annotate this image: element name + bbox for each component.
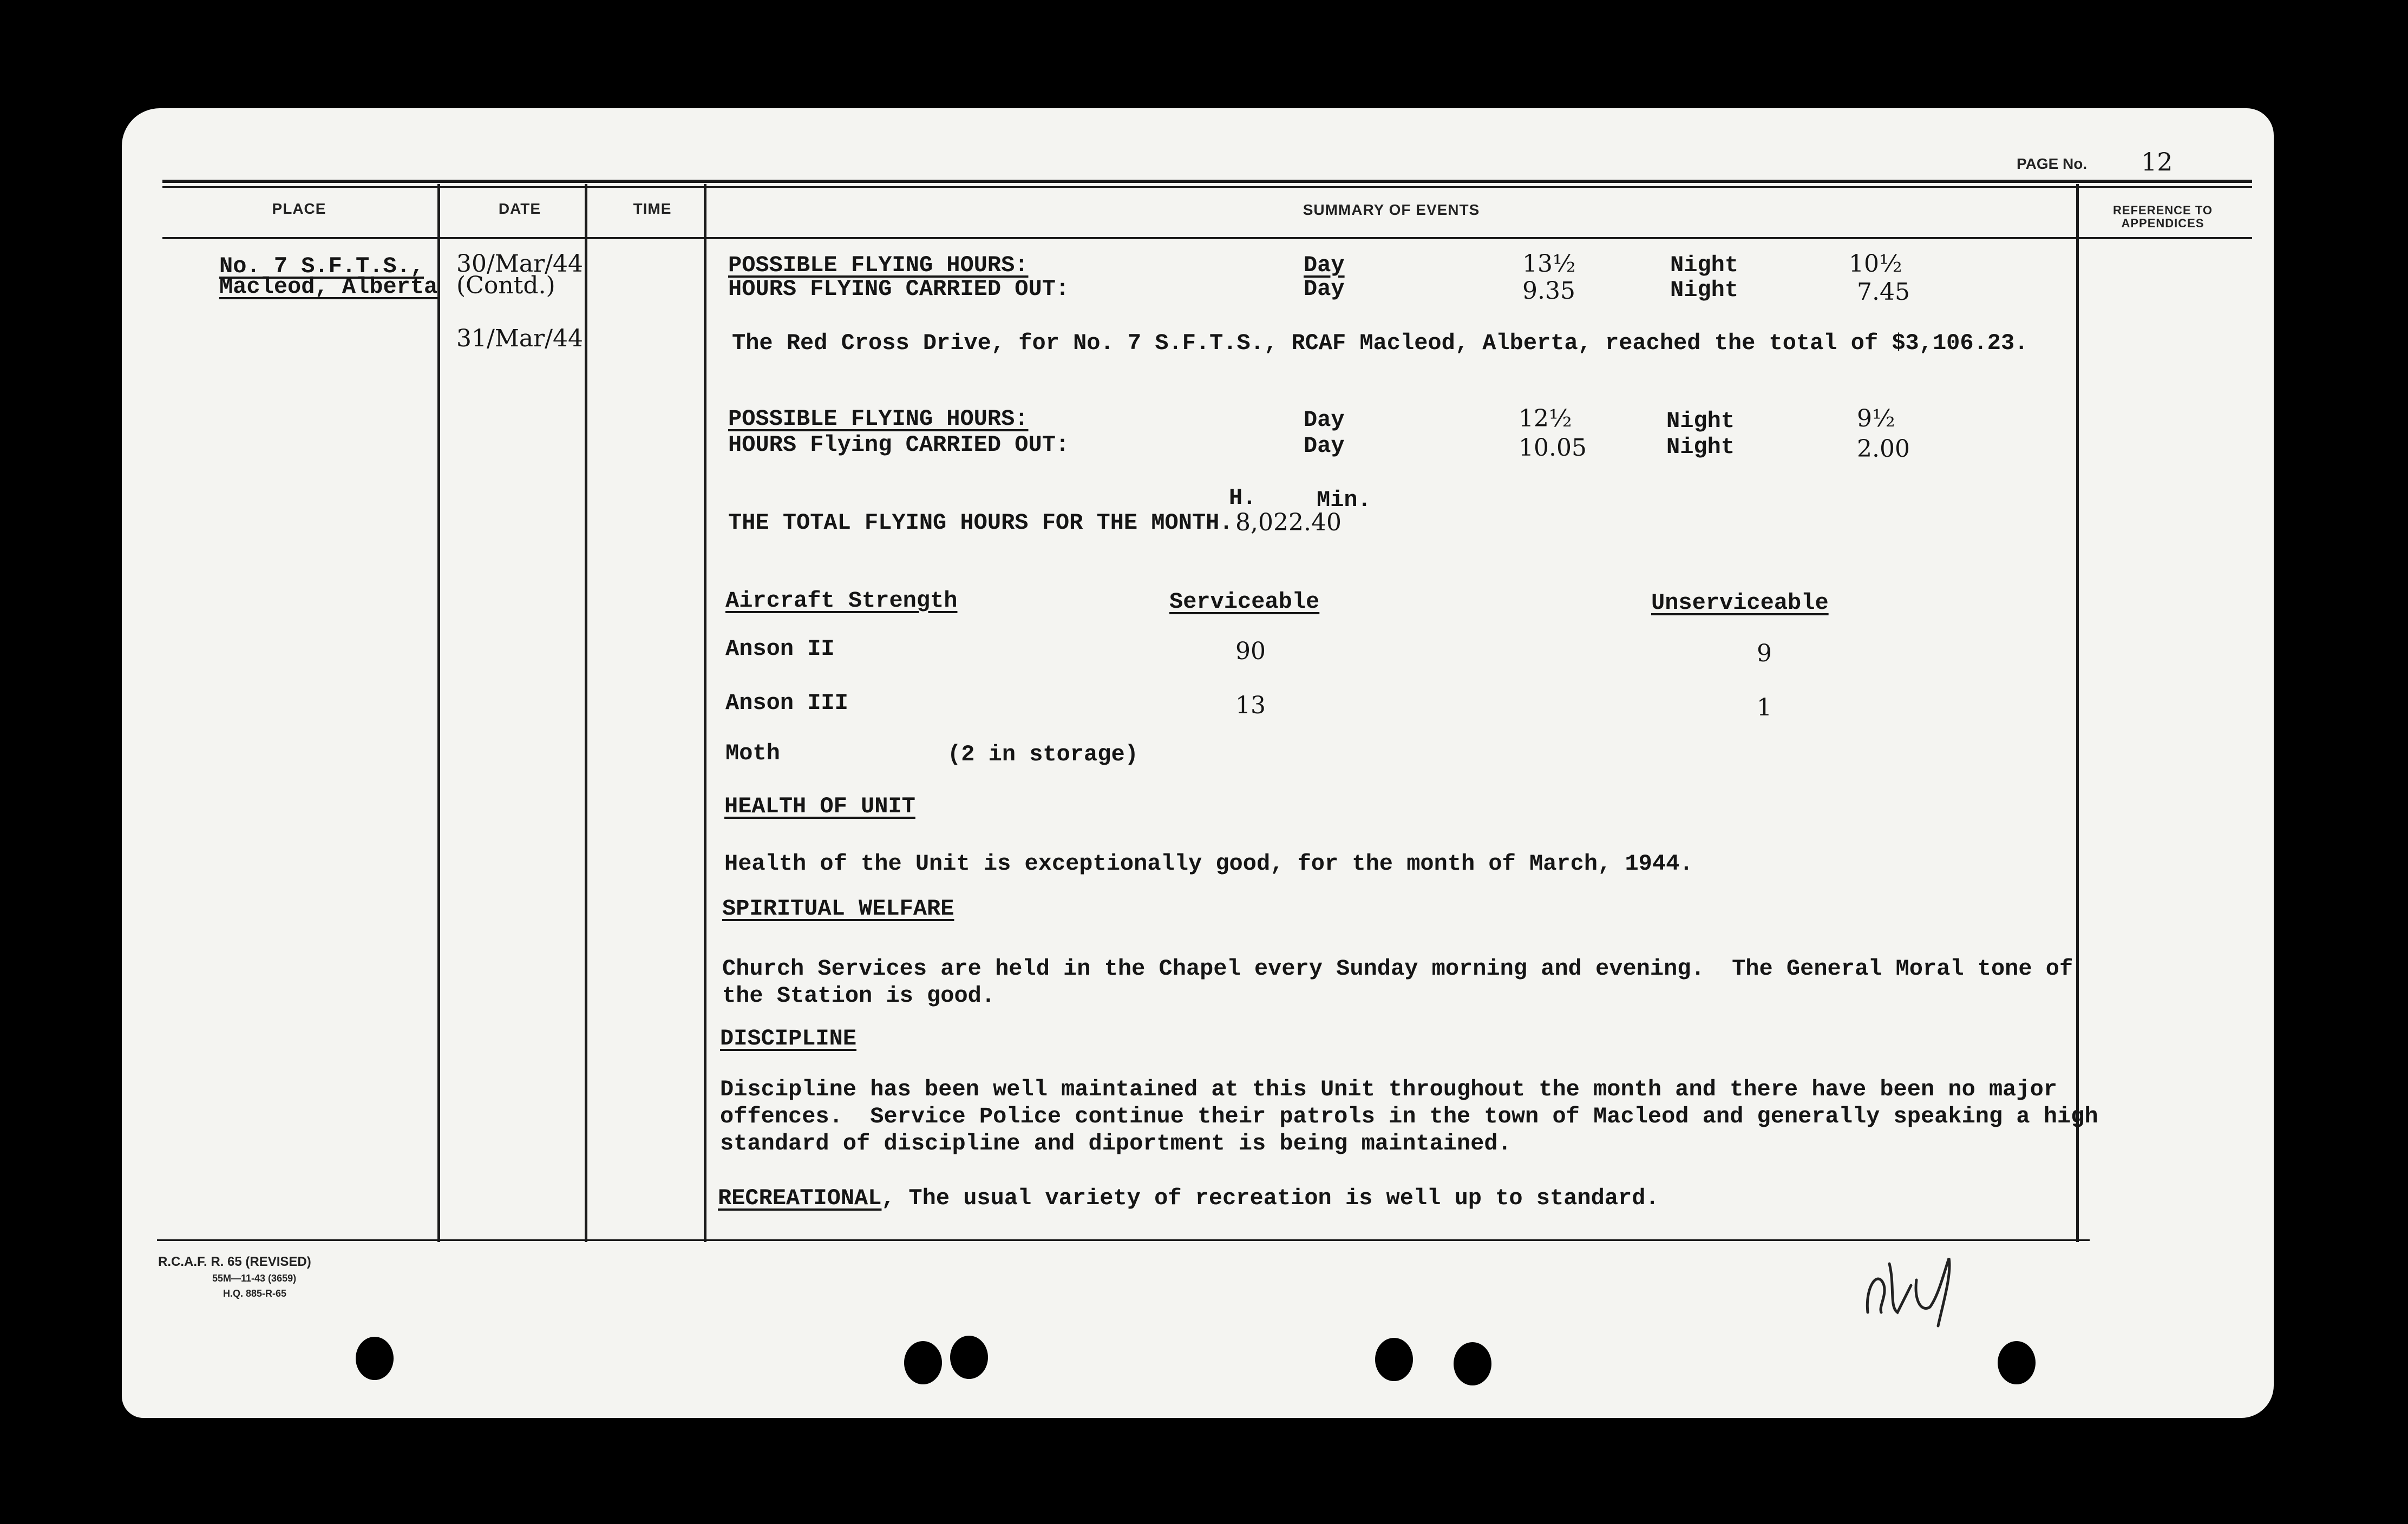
- possible-day-label-31: Day: [1304, 407, 1345, 433]
- form-number: R.C.A.F. R. 65 (REVISED): [158, 1254, 311, 1269]
- punch-hole: [1375, 1338, 1413, 1381]
- aircraft-row-name: Anson III: [725, 690, 848, 716]
- hours-carried-out-label: HOURS FLYING CARRIED OUT:: [728, 276, 1070, 302]
- top-rule-2: [162, 186, 2252, 188]
- form-file-reference: H.Q. 885-R-65: [223, 1288, 287, 1299]
- discipline-text: Discipline has been well maintained at this Unit throughout the month and there have been no major offences. Service Police continue their patrols in the town of Macleod and generally speaking a high standard of discipline and diportment is being maintained.: [720, 1076, 2098, 1157]
- column-header-summary: SUMMARY OF EVENTS: [1303, 201, 1480, 218]
- column-rule-place: [437, 184, 440, 1242]
- page-number: 12: [2141, 147, 2173, 176]
- punch-hole: [356, 1337, 394, 1380]
- spiritual-heading: SPIRITUAL WELFARE: [722, 896, 954, 922]
- possible-day-value-31: 12½: [1519, 405, 1572, 432]
- spiritual-text: Church Services are held in the Chapel every Sunday morning and evening. The General Moral tone of the Station is good.: [722, 956, 2073, 1009]
- possible-night-label-31: Night: [1666, 408, 1735, 434]
- punch-hole: [1998, 1341, 2036, 1384]
- total-hours-min-label: Min.: [1317, 487, 1371, 513]
- total-flying-hours-label: THE TOTAL FLYING HOURS FOR THE MONTH.: [728, 510, 1233, 536]
- hours-carried-out-label-31: HOURS Flying CARRIED OUT:: [728, 432, 1070, 458]
- punch-hole: [904, 1341, 942, 1384]
- date-30-mar: 30/Mar/44: [456, 250, 583, 278]
- possible-flying-hours-label: POSSIBLE FLYING HOURS:: [728, 252, 1029, 278]
- unserviceable-heading: Unserviceable: [1651, 590, 1829, 616]
- aircraft-row-name: Anson II: [725, 636, 835, 662]
- punch-hole: [950, 1336, 988, 1379]
- carried-night-label: Night: [1670, 277, 1739, 303]
- possible-night-value-31: 9½: [1857, 405, 1895, 432]
- header-bottom-rule: [162, 237, 2252, 239]
- carried-night-value-31: 2.00: [1857, 435, 1910, 463]
- possible-night-value: 10½: [1849, 250, 1902, 278]
- record-card: [122, 108, 2274, 1418]
- recreational-heading: RECREATIONAL: [718, 1185, 882, 1211]
- aircraft-row-serviceable: 13: [1235, 692, 1266, 719]
- recreational-text: , The usual variety of recreation is well up to standard.: [881, 1185, 1659, 1211]
- carried-night-label-31: Night: [1666, 434, 1735, 460]
- aircraft-row-unserviceable: 9: [1757, 640, 1772, 667]
- form-print-code: 55M—11-43 (3659): [212, 1273, 297, 1284]
- serviceable-heading: Serviceable: [1169, 589, 1320, 615]
- red-cross-entry: The Red Cross Drive, for No. 7 S.F.T.S., RCAF Macleod, Alberta, reached the total of $3,106.23.: [732, 330, 2029, 356]
- health-heading: HEALTH OF UNIT: [724, 793, 915, 819]
- health-text: Health of the Unit is exceptionally good, for the month of March, 1944.: [724, 851, 1693, 877]
- place-line-1: No. 7 S.F.T.S.,: [219, 253, 424, 279]
- bottom-rule: [157, 1239, 2090, 1241]
- top-rule: [162, 180, 2252, 183]
- carried-day-label-31: Day: [1304, 433, 1345, 459]
- discipline-heading: DISCIPLINE: [720, 1026, 857, 1052]
- column-rule-date: [585, 184, 587, 1242]
- column-header-place: PLACE: [272, 200, 326, 217]
- place-line-2: Macleod, Alberta: [219, 274, 438, 300]
- possible-night-label: Night: [1670, 252, 1739, 278]
- punch-hole: [1454, 1342, 1491, 1385]
- aircraft-row-serviceable: 90: [1235, 638, 1266, 665]
- aircraft-row-note: (2 in storage): [947, 741, 1138, 767]
- carried-day-value-31: 10.05: [1519, 434, 1587, 462]
- date-31-mar: 31/Mar/44: [456, 325, 583, 352]
- page-number-label: PAGE No.: [2017, 155, 2088, 172]
- possible-day-label: Day: [1304, 252, 1345, 278]
- date-contd: (Contd.): [456, 272, 555, 299]
- carried-day-label: Day: [1304, 276, 1345, 302]
- aircraft-row-unserviceable: 1: [1757, 694, 1772, 721]
- column-header-date: DATE: [498, 200, 541, 217]
- possible-flying-hours-label-31: POSSIBLE FLYING HOURS:: [728, 406, 1029, 432]
- total-hours-h-label: H.: [1229, 485, 1257, 511]
- column-header-reference-1: REFERENCE TO: [2113, 203, 2213, 217]
- carried-night-value: 7.45: [1857, 278, 1910, 306]
- possible-day-value: 13½: [1522, 250, 1576, 278]
- aircraft-row-name: Moth: [725, 740, 780, 766]
- carried-day-value: 9.35: [1522, 277, 1575, 305]
- aircraft-strength-heading: Aircraft Strength: [725, 588, 958, 614]
- column-header-reference-2: APPENDICES: [2121, 216, 2204, 230]
- signature-initials: [1857, 1226, 1981, 1329]
- column-header-time: TIME: [633, 200, 672, 217]
- total-flying-hours-value: 8,022.40: [1235, 509, 1342, 536]
- column-rule-time: [704, 184, 706, 1242]
